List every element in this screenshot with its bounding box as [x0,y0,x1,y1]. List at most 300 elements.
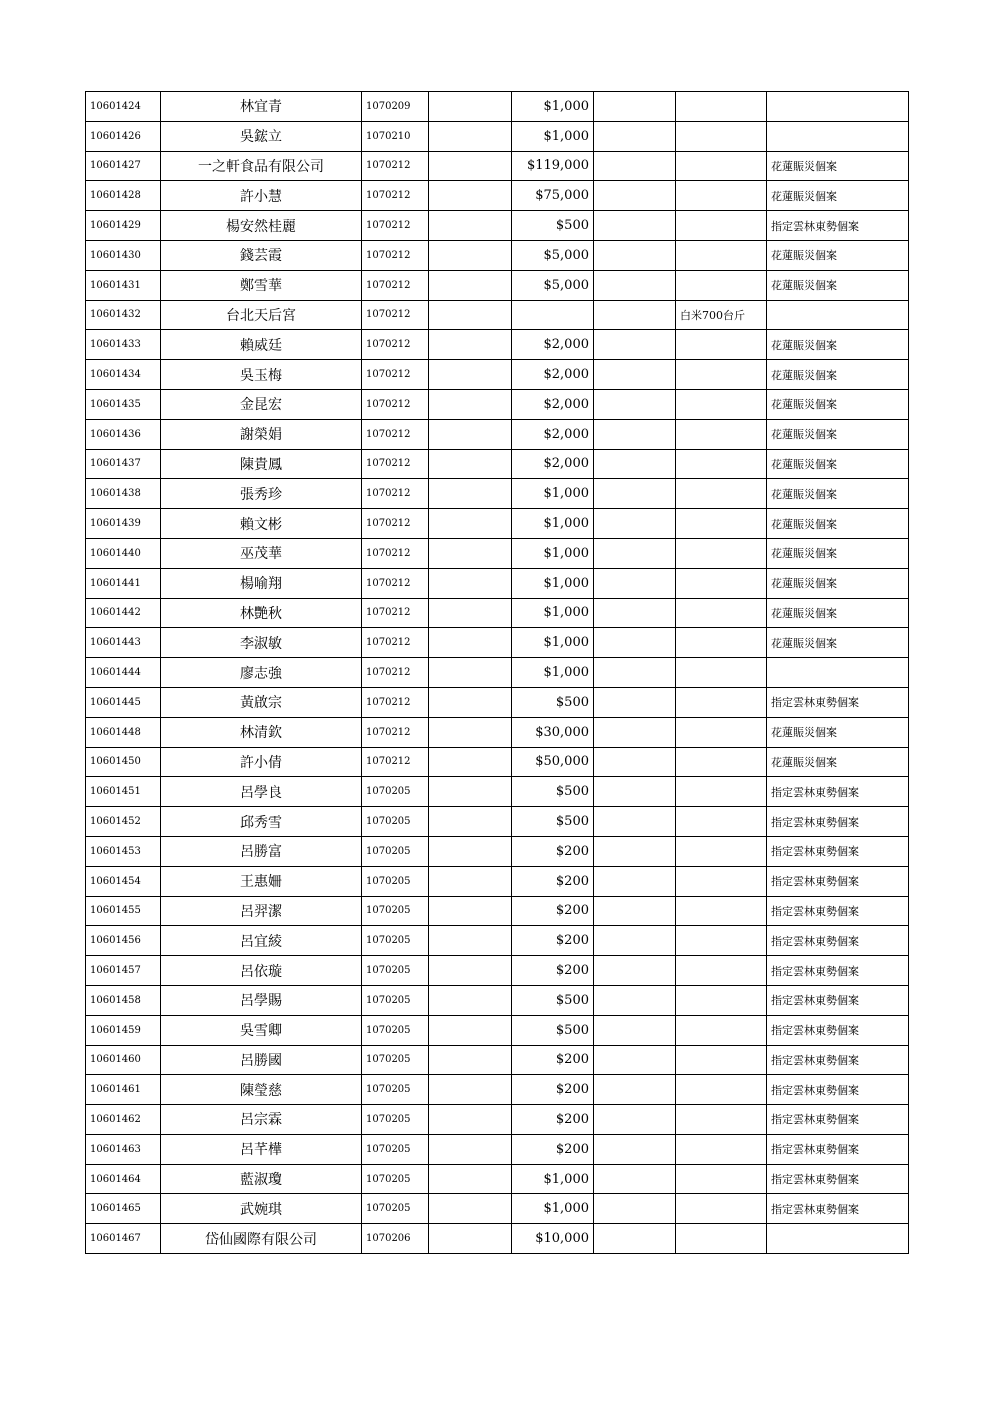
donor-name: 陳瑩慈 [161,1075,362,1105]
blank-cell [594,628,676,658]
blank-cell [429,1194,512,1224]
blank-cell [594,1045,676,1075]
donation-date: 1070205 [362,1105,429,1135]
donor-name: 陳貴鳳 [161,449,362,479]
in-kind-donation [676,181,767,211]
donor-name: 呂芊樺 [161,1134,362,1164]
donor-name: 呂依璇 [161,956,362,986]
receipt-number: 10601444 [86,658,161,688]
designation-note: 指定雲林東勢個案 [767,777,909,807]
in-kind-donation [676,866,767,896]
donor-name: 黃啟宗 [161,687,362,717]
in-kind-donation: 白米700台斤 [676,300,767,330]
receipt-number: 10601436 [86,419,161,449]
in-kind-donation [676,896,767,926]
receipt-number: 10601440 [86,538,161,568]
in-kind-donation [676,956,767,986]
donation-date: 1070205 [362,1015,429,1045]
blank-cell [594,479,676,509]
table-row [86,211,909,241]
designation-note: 指定雲林東勢個案 [767,1015,909,1045]
donation-date: 1070205 [362,985,429,1015]
in-kind-donation [676,1134,767,1164]
donor-name: 呂勝國 [161,1045,362,1075]
donation-date: 1070212 [362,509,429,539]
donation-amount: $1,000 [512,628,594,658]
in-kind-donation [676,658,767,688]
table-row [86,1194,909,1224]
designation-note: 指定雲林東勢個案 [767,836,909,866]
receipt-number: 10601433 [86,330,161,360]
table-row [86,300,909,330]
blank-cell [429,1164,512,1194]
blank-cell [429,568,512,598]
blank-cell [594,181,676,211]
donation-amount: $1,000 [512,598,594,628]
donation-date: 1070209 [362,92,429,122]
table-row [86,1224,909,1254]
table-row [86,330,909,360]
donation-amount: $1,000 [512,658,594,688]
blank-cell [594,1075,676,1105]
in-kind-donation [676,628,767,658]
receipt-number: 10601450 [86,747,161,777]
donation-amount [512,300,594,330]
designation-note: 花蓮賑災個案 [767,717,909,747]
blank-cell [429,1075,512,1105]
receipt-number: 10601453 [86,836,161,866]
donor-name: 呂宗霖 [161,1105,362,1135]
donation-amount: $200 [512,1105,594,1135]
donor-name: 許小慧 [161,181,362,211]
table-row [86,866,909,896]
donation-amount: $200 [512,896,594,926]
receipt-number: 10601431 [86,270,161,300]
donor-name: 呂宜綾 [161,926,362,956]
table-row [86,509,909,539]
blank-cell [594,807,676,837]
blank-cell [594,419,676,449]
blank-cell [429,628,512,658]
blank-cell [594,926,676,956]
in-kind-donation [676,121,767,151]
in-kind-donation [676,449,767,479]
donation-amount: $1,000 [512,121,594,151]
donation-date: 1070212 [362,658,429,688]
table-row [86,658,909,688]
donation-amount: $1,000 [512,479,594,509]
blank-cell [594,330,676,360]
blank-cell [429,1134,512,1164]
table-row [86,360,909,390]
receipt-number: 10601439 [86,509,161,539]
donation-amount: $200 [512,1045,594,1075]
donor-name: 林清欽 [161,717,362,747]
blank-cell [594,449,676,479]
donation-amount: $2,000 [512,419,594,449]
in-kind-donation [676,211,767,241]
table-row [86,240,909,270]
in-kind-donation [676,389,767,419]
donation-date: 1070205 [362,1194,429,1224]
donor-name: 台北天后宮 [161,300,362,330]
donation-amount: $200 [512,956,594,986]
receipt-number: 10601434 [86,360,161,390]
donation-date: 1070210 [362,121,429,151]
donation-date: 1070212 [362,270,429,300]
in-kind-donation [676,270,767,300]
in-kind-donation [676,92,767,122]
donor-name: 楊喻翔 [161,568,362,598]
donation-date: 1070205 [362,866,429,896]
donation-date: 1070212 [362,479,429,509]
receipt-number: 10601465 [86,1194,161,1224]
designation-note: 花蓮賑災個案 [767,389,909,419]
donation-amount: $200 [512,866,594,896]
blank-cell [429,687,512,717]
in-kind-donation [676,1075,767,1105]
blank-cell [429,330,512,360]
designation-note: 指定雲林東勢個案 [767,956,909,986]
donation-date: 1070212 [362,687,429,717]
donor-name: 鄭雪華 [161,270,362,300]
receipt-number: 10601428 [86,181,161,211]
donor-name: 藍淑瓊 [161,1164,362,1194]
blank-cell [429,985,512,1015]
donation-amount: $500 [512,687,594,717]
receipt-number: 10601454 [86,866,161,896]
donation-amount: $500 [512,211,594,241]
table-row [86,1134,909,1164]
in-kind-donation [676,1105,767,1135]
designation-note: 花蓮賑災個案 [767,538,909,568]
donation-amount: $5,000 [512,270,594,300]
blank-cell [429,389,512,419]
donor-name: 許小倩 [161,747,362,777]
blank-cell [429,300,512,330]
table-row [86,956,909,986]
donation-amount: $1,000 [512,538,594,568]
blank-cell [429,836,512,866]
in-kind-donation [676,926,767,956]
in-kind-donation [676,777,767,807]
blank-cell [594,270,676,300]
receipt-number: 10601432 [86,300,161,330]
donation-amount: $119,000 [512,151,594,181]
receipt-number: 10601455 [86,896,161,926]
designation-note [767,658,909,688]
donation-amount: $1,000 [512,568,594,598]
donation-amount: $500 [512,985,594,1015]
donation-amount: $500 [512,1015,594,1045]
in-kind-donation [676,1194,767,1224]
in-kind-donation [676,717,767,747]
donor-name: 李淑敏 [161,628,362,658]
blank-cell [594,211,676,241]
receipt-number: 10601451 [86,777,161,807]
blank-cell [594,509,676,539]
donor-name: 錢芸霞 [161,240,362,270]
donor-name: 林艷秋 [161,598,362,628]
in-kind-donation [676,598,767,628]
blank-cell [429,807,512,837]
table-row [86,1105,909,1135]
blank-cell [594,151,676,181]
designation-note: 指定雲林東勢個案 [767,1194,909,1224]
receipt-number: 10601441 [86,568,161,598]
designation-note: 花蓮賑災個案 [767,181,909,211]
donor-name: 一之軒食品有限公司 [161,151,362,181]
designation-note: 花蓮賑災個案 [767,479,909,509]
donation-date: 1070205 [362,777,429,807]
in-kind-donation [676,985,767,1015]
donation-date: 1070212 [362,360,429,390]
receipt-number: 10601461 [86,1075,161,1105]
donation-date: 1070212 [362,419,429,449]
donation-date: 1070205 [362,1134,429,1164]
blank-cell [594,1134,676,1164]
donor-name: 廖志強 [161,658,362,688]
designation-note: 花蓮賑災個案 [767,151,909,181]
blank-cell [429,449,512,479]
donation-amount: $2,000 [512,330,594,360]
donation-amount: $10,000 [512,1224,594,1254]
designation-note: 花蓮賑災個案 [767,598,909,628]
blank-cell [429,926,512,956]
blank-cell [429,121,512,151]
designation-note: 花蓮賑災個案 [767,747,909,777]
blank-cell [429,151,512,181]
donor-name: 吳玉梅 [161,360,362,390]
donation-date: 1070206 [362,1224,429,1254]
table-row [86,1045,909,1075]
receipt-number: 10601460 [86,1045,161,1075]
donation-date: 1070212 [362,330,429,360]
blank-cell [594,985,676,1015]
blank-cell [594,866,676,896]
ledger-body [86,92,909,1254]
donation-amount: $1,000 [512,92,594,122]
blank-cell [594,121,676,151]
donor-name: 林宜青 [161,92,362,122]
donation-date: 1070212 [362,151,429,181]
receipt-number: 10601448 [86,717,161,747]
blank-cell [594,956,676,986]
donation-ledger-table [85,91,909,1254]
donation-amount: $50,000 [512,747,594,777]
designation-note [767,121,909,151]
donation-date: 1070212 [362,449,429,479]
blank-cell [594,658,676,688]
receipt-number: 10601430 [86,240,161,270]
in-kind-donation [676,1224,767,1254]
donor-name: 金昆宏 [161,389,362,419]
table-row [86,479,909,509]
in-kind-donation [676,1164,767,1194]
blank-cell [594,568,676,598]
table-row [86,419,909,449]
table-row [86,121,909,151]
receipt-number: 10601437 [86,449,161,479]
donor-name: 王惠姍 [161,866,362,896]
donor-name: 賴威廷 [161,330,362,360]
donor-name: 楊安然桂麗 [161,211,362,241]
receipt-number: 10601452 [86,807,161,837]
table-row [86,747,909,777]
blank-cell [429,1015,512,1045]
blank-cell [429,92,512,122]
donor-name: 吳雪卿 [161,1015,362,1045]
designation-note: 指定雲林東勢個案 [767,985,909,1015]
donor-name: 呂勝富 [161,836,362,866]
donation-amount: $200 [512,836,594,866]
donation-amount: $200 [512,1075,594,1105]
table-row [86,985,909,1015]
blank-cell [429,1105,512,1135]
designation-note: 花蓮賑災個案 [767,270,909,300]
blank-cell [594,1224,676,1254]
designation-note: 指定雲林東勢個案 [767,687,909,717]
blank-cell [594,389,676,419]
donation-date: 1070205 [362,926,429,956]
blank-cell [594,717,676,747]
blank-cell [429,1224,512,1254]
receipt-number: 10601445 [86,687,161,717]
in-kind-donation [676,807,767,837]
donation-amount: $2,000 [512,389,594,419]
blank-cell [429,1045,512,1075]
donation-date: 1070212 [362,747,429,777]
blank-cell [594,1015,676,1045]
receipt-number: 10601456 [86,926,161,956]
blank-cell [429,360,512,390]
donation-amount: $2,000 [512,360,594,390]
blank-cell [429,509,512,539]
designation-note: 花蓮賑災個案 [767,419,909,449]
receipt-number: 10601464 [86,1164,161,1194]
designation-note: 指定雲林東勢個案 [767,1164,909,1194]
blank-cell [594,360,676,390]
designation-note: 指定雲林東勢個案 [767,896,909,926]
donation-date: 1070212 [362,628,429,658]
donation-amount: $2,000 [512,449,594,479]
blank-cell [429,538,512,568]
donation-date: 1070212 [362,568,429,598]
table-row [86,270,909,300]
donor-name: 吳鋐立 [161,121,362,151]
donor-name: 邱秀雪 [161,807,362,837]
designation-note: 指定雲林東勢個案 [767,211,909,241]
table-row [86,92,909,122]
donation-date: 1070205 [362,836,429,866]
blank-cell [594,240,676,270]
blank-cell [594,598,676,628]
table-row [86,1164,909,1194]
designation-note: 花蓮賑災個案 [767,449,909,479]
receipt-number: 10601442 [86,598,161,628]
blank-cell [429,747,512,777]
receipt-number: 10601429 [86,211,161,241]
table-row [86,538,909,568]
donation-date: 1070205 [362,896,429,926]
designation-note: 指定雲林東勢個案 [767,1075,909,1105]
in-kind-donation [676,687,767,717]
donation-date: 1070205 [362,1045,429,1075]
receipt-number: 10601427 [86,151,161,181]
in-kind-donation [676,479,767,509]
receipt-number: 10601458 [86,985,161,1015]
in-kind-donation [676,568,767,598]
table-row [86,807,909,837]
blank-cell [594,1164,676,1194]
designation-note [767,300,909,330]
donor-name: 謝榮娟 [161,419,362,449]
designation-note [767,1224,909,1254]
in-kind-donation [676,538,767,568]
donation-date: 1070205 [362,1164,429,1194]
donation-date: 1070205 [362,956,429,986]
in-kind-donation [676,240,767,270]
table-row [86,687,909,717]
table-row [86,628,909,658]
blank-cell [429,479,512,509]
donation-date: 1070212 [362,598,429,628]
designation-note: 花蓮賑災個案 [767,240,909,270]
table-row [86,926,909,956]
donation-date: 1070212 [362,389,429,419]
designation-note: 花蓮賑災個案 [767,628,909,658]
table-row [86,449,909,479]
blank-cell [429,866,512,896]
receipt-number: 10601424 [86,92,161,122]
donation-amount: $75,000 [512,181,594,211]
designation-note: 指定雲林東勢個案 [767,1134,909,1164]
in-kind-donation [676,330,767,360]
table-row [86,717,909,747]
donor-name: 呂羿潔 [161,896,362,926]
receipt-number: 10601463 [86,1134,161,1164]
blank-cell [429,658,512,688]
table-row [86,1015,909,1045]
donor-name: 呂學良 [161,777,362,807]
donation-amount: $1,000 [512,1164,594,1194]
in-kind-donation [676,1015,767,1045]
table-row [86,896,909,926]
donor-name: 巫茂華 [161,538,362,568]
designation-note: 指定雲林東勢個案 [767,1105,909,1135]
table-row [86,836,909,866]
donor-name: 岱仙國際有限公司 [161,1224,362,1254]
blank-cell [594,538,676,568]
donation-amount: $500 [512,777,594,807]
blank-cell [429,181,512,211]
receipt-number: 10601426 [86,121,161,151]
designation-note: 指定雲林東勢個案 [767,926,909,956]
blank-cell [594,747,676,777]
designation-note: 花蓮賑災個案 [767,568,909,598]
in-kind-donation [676,509,767,539]
donation-date: 1070205 [362,1075,429,1105]
donation-date: 1070212 [362,538,429,568]
blank-cell [429,717,512,747]
receipt-number: 10601438 [86,479,161,509]
donor-name: 呂學賜 [161,985,362,1015]
table-row [86,181,909,211]
blank-cell [594,777,676,807]
donation-date: 1070205 [362,807,429,837]
donation-amount: $1,000 [512,509,594,539]
designation-note: 花蓮賑災個案 [767,330,909,360]
